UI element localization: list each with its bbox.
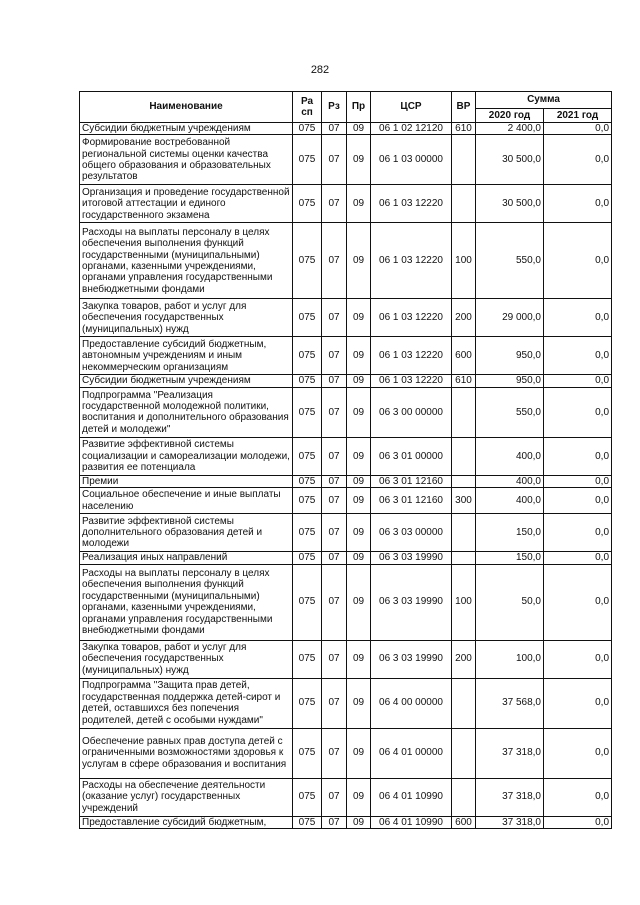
table-row [80,437,612,475]
cell-amount-2020: 550,0 [476,223,544,299]
cell-amount-2021: 0,0 [544,123,612,135]
cell-name: Развитие эффективной системы социализации и самореализации молодежи, развития ее потенциала [80,437,293,475]
cell-name: Формирование востребованной региональной системы оценки качества общего образования и образовательных результатов [80,135,293,185]
cell-rz: 07 [322,778,347,816]
cell-name: Закупка товаров, работ и услуг для обеспечения государственных (муниципальных) нужд [80,299,293,337]
cell-amount-2021: 0,0 [544,678,612,728]
cell-amount-2021: 0,0 [544,552,612,564]
header-vr: ВР [452,92,476,123]
cell-rsp: 075 [293,640,322,678]
cell-amount-2020: 2 400,0 [476,123,544,135]
cell-amount-2021: 0,0 [544,488,612,514]
cell-name: Предоставление субсидий бюджетным, [80,816,293,828]
table-row [80,728,612,778]
table-row [80,185,612,223]
cell-amount-2021: 0,0 [544,387,612,437]
cell-amount-2020: 37 318,0 [476,778,544,816]
cell-pr: 09 [347,488,371,514]
cell-vr [452,728,476,778]
cell-rz: 07 [322,387,347,437]
cell-pr: 09 [347,223,371,299]
cell-amount-2021: 0,0 [544,778,612,816]
cell-pr: 09 [347,778,371,816]
cell-name: Подпрограмма "Реализация государственной молодежной политики, воспитания и дополнительного образования детей и молодежи" [80,387,293,437]
cell-rz: 07 [322,123,347,135]
table-row [80,475,612,487]
cell-rz: 07 [322,337,347,375]
cell-rsp: 075 [293,728,322,778]
cell-vr: 610 [452,123,476,135]
cell-amount-2020: 550,0 [476,387,544,437]
cell-rsp: 075 [293,488,322,514]
cell-csr: 06 1 03 12220 [371,375,452,387]
cell-rsp: 075 [293,123,322,135]
cell-amount-2020: 150,0 [476,552,544,564]
cell-amount-2020: 37 318,0 [476,816,544,828]
cell-pr: 09 [347,299,371,337]
cell-csr: 06 3 01 12160 [371,475,452,487]
cell-name: Развитие эффективной системы дополнительного образования детей и молодежи [80,514,293,552]
cell-pr: 09 [347,640,371,678]
cell-name: Обеспечение равных прав доступа детей с ограниченными возможностями здоровья к услугам в сфере образования и воспитания [80,728,293,778]
cell-rz: 07 [322,223,347,299]
cell-vr: 100 [452,223,476,299]
cell-amount-2021: 0,0 [544,375,612,387]
header-year-2021: 2021 год [544,109,612,123]
cell-csr: 06 1 03 12220 [371,299,452,337]
cell-pr: 09 [347,123,371,135]
cell-pr: 09 [347,185,371,223]
cell-csr: 06 1 03 00000 [371,135,452,185]
cell-rz: 07 [322,375,347,387]
cell-rsp: 075 [293,564,322,640]
cell-amount-2021: 0,0 [544,337,612,375]
cell-rz: 07 [322,564,347,640]
cell-amount-2021: 0,0 [544,135,612,185]
cell-rsp: 075 [293,437,322,475]
cell-rsp: 075 [293,375,322,387]
cell-pr: 09 [347,437,371,475]
cell-rsp: 075 [293,223,322,299]
cell-amount-2020: 50,0 [476,564,544,640]
cell-name: Расходы на выплаты персоналу в целях обеспечения выполнения функций государственными (муниципальными) органами, казенными учреждениями, органами управления государственными внебюджетными фондами [80,223,293,299]
table-row [80,299,612,337]
cell-csr: 06 4 00 00000 [371,678,452,728]
table-body [80,123,612,829]
cell-name: Расходы на обеспечение деятельности (оказание услуг) государственных учреждений [80,778,293,816]
table-row [80,816,612,828]
cell-amount-2020: 100,0 [476,640,544,678]
cell-amount-2020: 37 568,0 [476,678,544,728]
cell-amount-2020: 400,0 [476,437,544,475]
cell-csr: 06 3 00 00000 [371,387,452,437]
cell-pr: 09 [347,816,371,828]
header-csr: ЦСР [371,92,452,123]
cell-rsp: 075 [293,475,322,487]
cell-amount-2020: 950,0 [476,337,544,375]
cell-vr: 610 [452,375,476,387]
cell-rsp: 075 [293,552,322,564]
table-header [80,92,612,123]
cell-amount-2021: 0,0 [544,185,612,223]
cell-rz: 07 [322,678,347,728]
cell-pr: 09 [347,678,371,728]
cell-vr [452,475,476,487]
cell-vr [452,387,476,437]
cell-amount-2020: 37 318,0 [476,728,544,778]
cell-rz: 07 [322,816,347,828]
cell-amount-2021: 0,0 [544,223,612,299]
cell-vr [452,778,476,816]
cell-rsp: 075 [293,387,322,437]
cell-vr: 200 [452,640,476,678]
table-row [80,778,612,816]
header-name: Наименование [80,92,293,123]
cell-amount-2020: 950,0 [476,375,544,387]
cell-rz: 07 [322,728,347,778]
header-rsp: Ра сп [293,92,322,123]
cell-name: Закупка товаров, работ и услуг для обеспечения государственных (муниципальных) нужд [80,640,293,678]
cell-amount-2021: 0,0 [544,475,612,487]
cell-vr [452,437,476,475]
cell-vr [452,678,476,728]
table-row [80,223,612,299]
cell-vr: 600 [452,337,476,375]
table-row [80,375,612,387]
cell-amount-2020: 30 500,0 [476,135,544,185]
cell-pr: 09 [347,375,371,387]
header-sum: Сумма [476,92,612,109]
page-number: 282 [310,64,330,76]
table-row [80,337,612,375]
cell-rz: 07 [322,640,347,678]
cell-vr: 100 [452,564,476,640]
cell-rz: 07 [322,437,347,475]
cell-name: Расходы на выплаты персоналу в целях обеспечения выполнения функций государственными (муниципальными) органами, казенными учреждениями, органами управления государственными внебюджетными фондами [80,564,293,640]
cell-csr: 06 3 03 00000 [371,514,452,552]
cell-amount-2021: 0,0 [544,514,612,552]
cell-rz: 07 [322,475,347,487]
cell-name: Субсидии бюджетным учреждениям [80,375,293,387]
header-year-2020: 2020 год [476,109,544,123]
cell-rsp: 075 [293,135,322,185]
header-pr: Пр [347,92,371,123]
cell-rz: 07 [322,185,347,223]
cell-rsp: 075 [293,678,322,728]
cell-rz: 07 [322,135,347,185]
cell-rsp: 075 [293,185,322,223]
cell-csr: 06 3 03 19990 [371,564,452,640]
budget-table [79,91,612,829]
cell-rsp: 075 [293,778,322,816]
cell-name: Субсидии бюджетным учреждениям [80,123,293,135]
cell-csr: 06 4 01 00000 [371,728,452,778]
cell-name: Подпрограмма "Защита прав детей, государственная поддержка детей-сирот и детей, оставшихся без попечения родителей, детей с особыми нуждами" [80,678,293,728]
cell-amount-2021: 0,0 [544,816,612,828]
cell-amount-2021: 0,0 [544,728,612,778]
table-row [80,488,612,514]
cell-csr: 06 3 03 19990 [371,640,452,678]
cell-vr: 300 [452,488,476,514]
header-rz: Рз [322,92,347,123]
cell-vr [452,552,476,564]
cell-pr: 09 [347,337,371,375]
cell-vr: 600 [452,816,476,828]
cell-rsp: 075 [293,337,322,375]
table-row [80,135,612,185]
cell-pr: 09 [347,564,371,640]
cell-csr: 06 1 03 12220 [371,185,452,223]
cell-amount-2021: 0,0 [544,564,612,640]
cell-csr: 06 3 01 00000 [371,437,452,475]
table-row [80,564,612,640]
cell-rz: 07 [322,488,347,514]
cell-rsp: 075 [293,299,322,337]
cell-vr [452,135,476,185]
cell-amount-2020: 150,0 [476,514,544,552]
cell-pr: 09 [347,475,371,487]
cell-rz: 07 [322,514,347,552]
cell-rz: 07 [322,552,347,564]
cell-amount-2020: 400,0 [476,475,544,487]
cell-amount-2021: 0,0 [544,640,612,678]
cell-pr: 09 [347,728,371,778]
cell-csr: 06 4 01 10990 [371,816,452,828]
cell-name: Организация и проведение государственной итоговой аттестации и единого государственного экзамена [80,185,293,223]
cell-csr: 06 1 03 12220 [371,223,452,299]
table-row [80,552,612,564]
cell-amount-2021: 0,0 [544,437,612,475]
cell-pr: 09 [347,514,371,552]
cell-pr: 09 [347,552,371,564]
cell-pr: 09 [347,387,371,437]
cell-amount-2020: 29 000,0 [476,299,544,337]
cell-vr: 200 [452,299,476,337]
cell-vr [452,185,476,223]
cell-csr: 06 4 01 10990 [371,778,452,816]
table-row [80,678,612,728]
cell-csr: 06 1 02 12120 [371,123,452,135]
cell-csr: 06 3 01 12160 [371,488,452,514]
table-row [80,640,612,678]
cell-rsp: 075 [293,514,322,552]
table-row [80,514,612,552]
cell-name: Премии [80,475,293,487]
cell-pr: 09 [347,135,371,185]
cell-name: Реализация иных направлений [80,552,293,564]
cell-amount-2021: 0,0 [544,299,612,337]
cell-rsp: 075 [293,816,322,828]
cell-rz: 07 [322,299,347,337]
table-row [80,123,612,135]
cell-csr: 06 1 03 12220 [371,337,452,375]
cell-name: Социальное обеспечение и иные выплаты населению [80,488,293,514]
cell-vr [452,514,476,552]
table-row [80,387,612,437]
cell-amount-2020: 400,0 [476,488,544,514]
cell-csr: 06 3 03 19990 [371,552,452,564]
cell-name: Предоставление субсидий бюджетным, автономным учреждениям и иным некоммерческим организациям [80,337,293,375]
cell-amount-2020: 30 500,0 [476,185,544,223]
